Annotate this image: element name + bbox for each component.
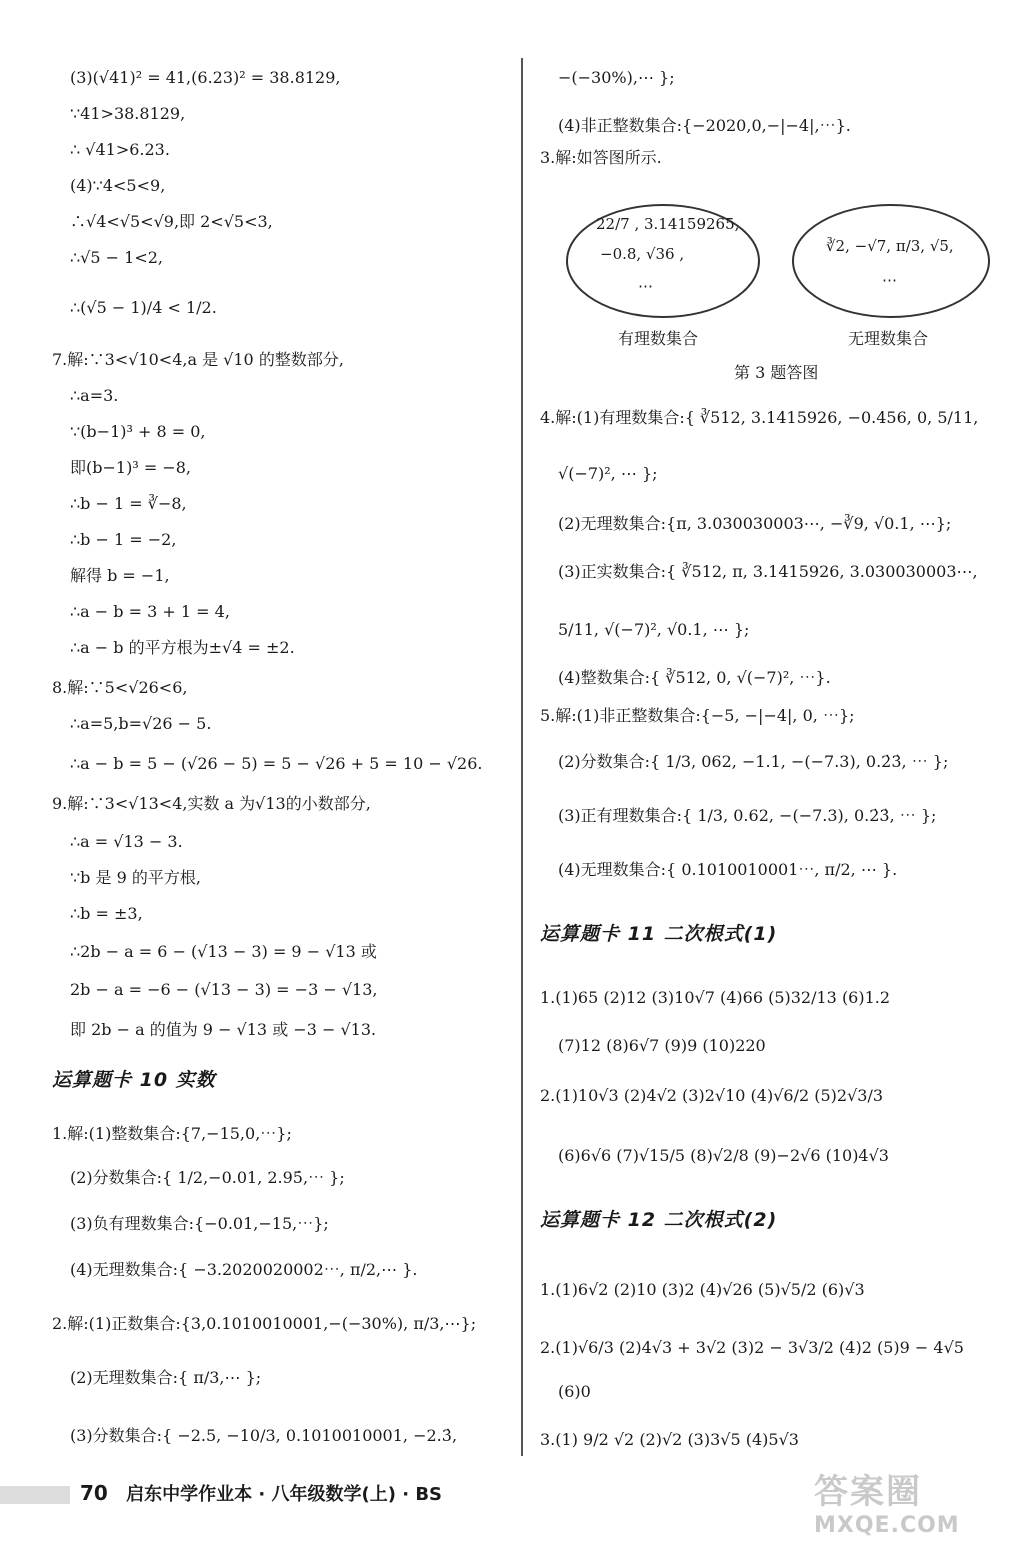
text-line: ∴2b − a = 6 − (√13 − 3) = 9 − √13 或 — [70, 942, 377, 961]
text-line: ∴(√5 − 1)/4 < 1/2. — [70, 298, 217, 317]
answer-line: 3.(1) 9/2 √2 (2)√2 (3)3√5 (4)5√3 — [540, 1430, 799, 1449]
text-line: (4)非正整数集合:{−2020,0,−|−4|,⋯}. — [558, 116, 851, 135]
problem-2: 2.解:(1)正数集合:{3,0.1010010001,−(−30%), π/3,⋯}; — [52, 1314, 477, 1333]
text-line: 2b − a = −6 − (√13 − 3) = −3 − √13, — [70, 980, 378, 999]
answer-line: 1.(1)65 (2)12 (3)10√7 (4)66 (5)32/13 (6)1.2 — [540, 988, 891, 1007]
answer-line: (7)12 (8)6√7 (9)9 (10)220 — [558, 1036, 766, 1055]
text-line: 即(b−1)³ = −8, — [70, 458, 191, 477]
irrational-set-oval — [792, 204, 990, 318]
text-line: ∴a = √13 − 3. — [70, 832, 183, 851]
answer-line: 2.(1)√6/3 (2)4√3 + 3√2 (3)2 − 3√3/2 (4)2 (5)9 − 4√5 — [540, 1338, 964, 1357]
rational-item: −0.8, √36 , — [600, 245, 685, 263]
section-heading-card11: 运算题卡 11 二次根式(1) — [540, 923, 778, 945]
text-line: ∵b 是 9 的平方根, — [70, 868, 201, 887]
irrational-set-label: 无理数集合 — [848, 329, 929, 348]
answer-line: (6)0 — [558, 1382, 591, 1401]
text-line: (3)正实数集合:{ ∛512, π, 3.1415926, 3.030030003⋯, — [558, 562, 978, 581]
text-line: (4)无理数集合:{ −3.2020020002⋯, π/2,⋯ }. — [70, 1260, 418, 1279]
page-number: 70 — [80, 1481, 108, 1505]
text-line: (4)整数集合:{ ∛512, 0, √(−7)², ⋯}. — [558, 668, 831, 687]
diagram-caption: 第 3 题答图 — [734, 363, 819, 382]
watermark-title: 答案圈 — [814, 1472, 922, 1512]
rational-set-label: 有理数集合 — [618, 329, 699, 348]
text-line: 即 2b − a 的值为 9 − √13 或 −3 − √13. — [70, 1020, 377, 1039]
footer-bar — [0, 1486, 70, 1504]
problem-9: 9.解:∵3<√13<4,实数 a 为√13的小数部分, — [52, 794, 371, 813]
text-line: (4)∵4<5<9, — [70, 176, 166, 195]
text-line: √(−7)², ⋯ }; — [558, 464, 658, 483]
text-line: (2)无理数集合:{ π/3,⋯ }; — [70, 1368, 262, 1387]
text-line: ∴b − 1 = ∛−8, — [70, 494, 187, 513]
text-line: (3)负有理数集合:{−0.01,−15,⋯}; — [70, 1214, 329, 1233]
text-line: (3)正有理数集合:{ 1/3, 0.62, −(−7.3), 0.2̇3̇, ⋯ }; — [558, 806, 937, 825]
problem-5: 5.解:(1)非正整数集合:{−5, −|−4|, 0, ⋯}; — [540, 706, 855, 725]
set-diagram — [560, 200, 1000, 380]
text-line: 5/11, √(−7)², √0.1, ⋯ }; — [558, 620, 750, 639]
text-line: −(−30%),⋯ }; — [558, 68, 675, 87]
text-line: (2)无理数集合:{π, 3.030030003⋯, −∛9, √0.1, ⋯}; — [558, 514, 952, 533]
watermark-site: MXQE.COM — [814, 1513, 960, 1538]
text-line: ∴√5 − 1<2, — [70, 248, 163, 267]
text-line: (4)无理数集合:{ 0.1010010001⋯, π/2, ⋯ }. — [558, 860, 898, 879]
page-footer — [80, 1480, 442, 1506]
problem-8: 8.解:∵5<√26<6, — [52, 678, 188, 697]
text-line: ∴a=3. — [70, 386, 119, 405]
watermark-logo — [814, 1464, 1014, 1544]
answer-line: 1.(1)6√2 (2)10 (3)2 (4)√26 (5)√5/2 (6)√3 — [540, 1280, 865, 1299]
problem-7: 7.解:∵3<√10<4,a 是 √10 的整数部分, — [52, 350, 344, 369]
text-line: ∴ √41>6.23. — [70, 140, 170, 159]
answer-line: 2.(1)10√3 (2)4√2 (3)2√10 (4)√6/2 (5)2√3/3 — [540, 1086, 884, 1105]
book-title: 启东中学作业本 · 八年级数学(上) · BS — [126, 1484, 443, 1505]
section-heading-card12: 运算题卡 12 二次根式(2) — [540, 1209, 778, 1231]
text-line: ∴a − b = 5 − (√26 − 5) = 5 − √26 + 5 = 10 − √26. — [70, 754, 483, 773]
problem-3: 3.解:如答图所示. — [540, 148, 662, 167]
answer-line: (6)6√6 (7)√15/5 (8)√2/8 (9)−2√6 (10)4√3 — [558, 1146, 889, 1165]
irrational-item: ⋯ — [882, 271, 897, 289]
text-line: 解得 b = −1, — [70, 566, 170, 585]
text-line: (3)分数集合:{ −2.5, −10/3, 0.1010010001, −2.3̇, — [70, 1426, 458, 1445]
text-line: ∴a − b 的平方根为±√4 = ±2. — [70, 638, 295, 657]
text-line: ∴b − 1 = −2, — [70, 530, 177, 549]
text-line: (2)分数集合:{ 1/3, 062, −1.1, −(−7.3), 0.2̇3̇, ⋯ }; — [558, 752, 949, 771]
text-line: ∴√4<√5<√9,即 2<√5<3, — [70, 212, 273, 231]
text-line: ∴b = ±3, — [70, 904, 143, 923]
section-heading-card10: 运算题卡 10 实数 — [52, 1069, 216, 1091]
text-line: ∴a − b = 3 + 1 = 4, — [70, 602, 230, 621]
problem-1: 1.解:(1)整数集合:{7,−15,0,⋯}; — [52, 1124, 292, 1143]
rational-item: ⋯ — [638, 277, 653, 295]
irrational-item: ∛2, −√7, π/3, √5, — [826, 237, 954, 255]
column-divider — [521, 58, 523, 1456]
problem-4: 4.解:(1)有理数集合:{ ∛512, 3.1415926, −0.456, 0, 5/11, — [540, 408, 979, 427]
rational-item: 22/7 , 3.14159265, — [596, 215, 740, 233]
text-line: ∵41>38.8129, — [70, 104, 186, 123]
text-line: ∴a=5,b=√26 − 5. — [70, 714, 212, 733]
text-line: (2)分数集合:{ 1/2,−0.01, 2.95̇,⋯ }; — [70, 1168, 345, 1187]
text-line: (3)(√41)² = 41,(6.23)² = 38.8129, — [70, 68, 341, 87]
text-line: ∵(b−1)³ + 8 = 0, — [70, 422, 206, 441]
